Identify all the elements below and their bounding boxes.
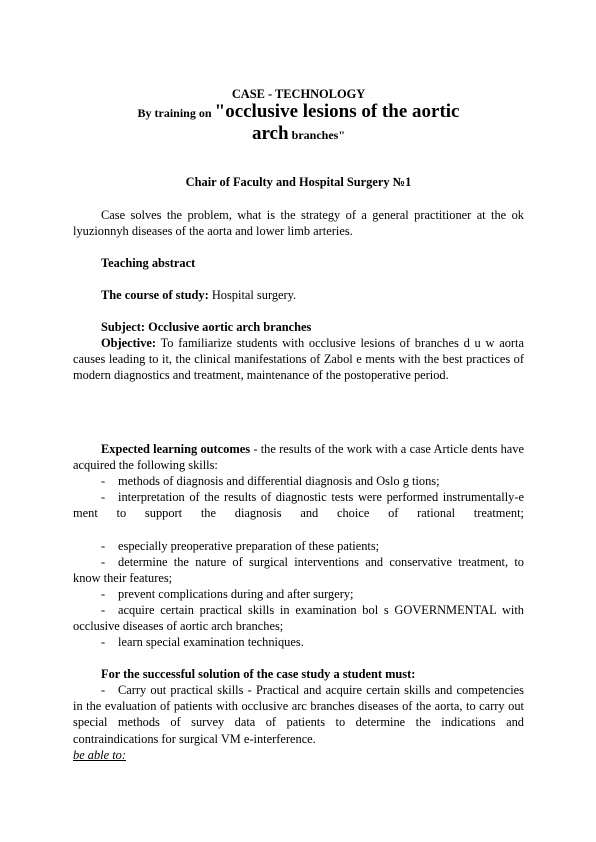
title-branches: branches" bbox=[291, 128, 346, 142]
title-main: "occlusive lesions of the aortic bbox=[214, 101, 460, 122]
objective-label: Objective: bbox=[101, 336, 157, 350]
course-label: The course of study: bbox=[101, 288, 209, 302]
list-item: - determine the nature of surgical interventions and conservative treatment, to know their features; bbox=[73, 555, 524, 586]
subject-heading: Subject: Occlusive aortic arch branches bbox=[101, 320, 312, 334]
list-item: - prevent complications during and after surgery; bbox=[101, 587, 354, 601]
teaching-abstract-heading: Teaching abstract bbox=[101, 256, 196, 270]
chair-heading: Chair of Faculty and Hospital Surgery №1 bbox=[185, 175, 412, 189]
intro-paragraph: Case solves the problem, what is the strategy of a general practitioner at the ok lyuzionnyh diseases of the aorta and lower limb arteries. bbox=[73, 208, 524, 239]
success-heading: For the successful solution of the case study a student must: bbox=[101, 667, 416, 681]
list-item: - interpretation of the results of diagnostic tests were performed instrumentally-e ment to support the diagnosis and choice of rational treatment; bbox=[73, 490, 524, 521]
objective-text: To familiarize students with occlusive lesions of branches d u w aorta causes leading to it, the clinical manifestations of Zabol e ments with the best practices of modern diagnostics and treatment, maintenance of the postoperative period. bbox=[73, 336, 524, 383]
document-title bbox=[73, 101, 524, 124]
success-item: - Carry out practical skills - Practical and acquire certain skills and competencies in the evaluation of patients with occlusive arc branches diseases of the aorta, to carry out special methods of survey data of patients to determine the indications and contraindications for surgical VM e-interference. bbox=[73, 683, 524, 746]
doc-type-heading: CASE - TECHNOLOGY bbox=[231, 87, 366, 101]
list-item: - acquire certain practical skills in examination bol s GOVERNMENTAL with occlusive diseases of aortic arch branches; bbox=[73, 603, 524, 634]
list-item: - especially preoperative preparation of these patients; bbox=[101, 539, 380, 553]
document-title-line2 bbox=[73, 123, 524, 146]
outcomes-label: Expected learning outcomes bbox=[101, 442, 251, 456]
title-arch: arch bbox=[251, 123, 289, 144]
be-able-to-label: be able to: bbox=[73, 748, 126, 762]
objective-paragraph bbox=[73, 335, 524, 384]
outcomes-text: - the results of the work with a case Article dents have acquired the following skills: bbox=[73, 442, 524, 473]
title-prefix: By training on bbox=[137, 106, 212, 120]
course-value: Hospital surgery. bbox=[211, 288, 297, 302]
outcomes-paragraph bbox=[73, 441, 524, 473]
list-item: - learn special examination techniques. bbox=[101, 635, 304, 649]
course-line bbox=[73, 287, 524, 303]
list-item: - methods of diagnosis and differential diagnosis and Oslo g tions; bbox=[101, 474, 440, 488]
